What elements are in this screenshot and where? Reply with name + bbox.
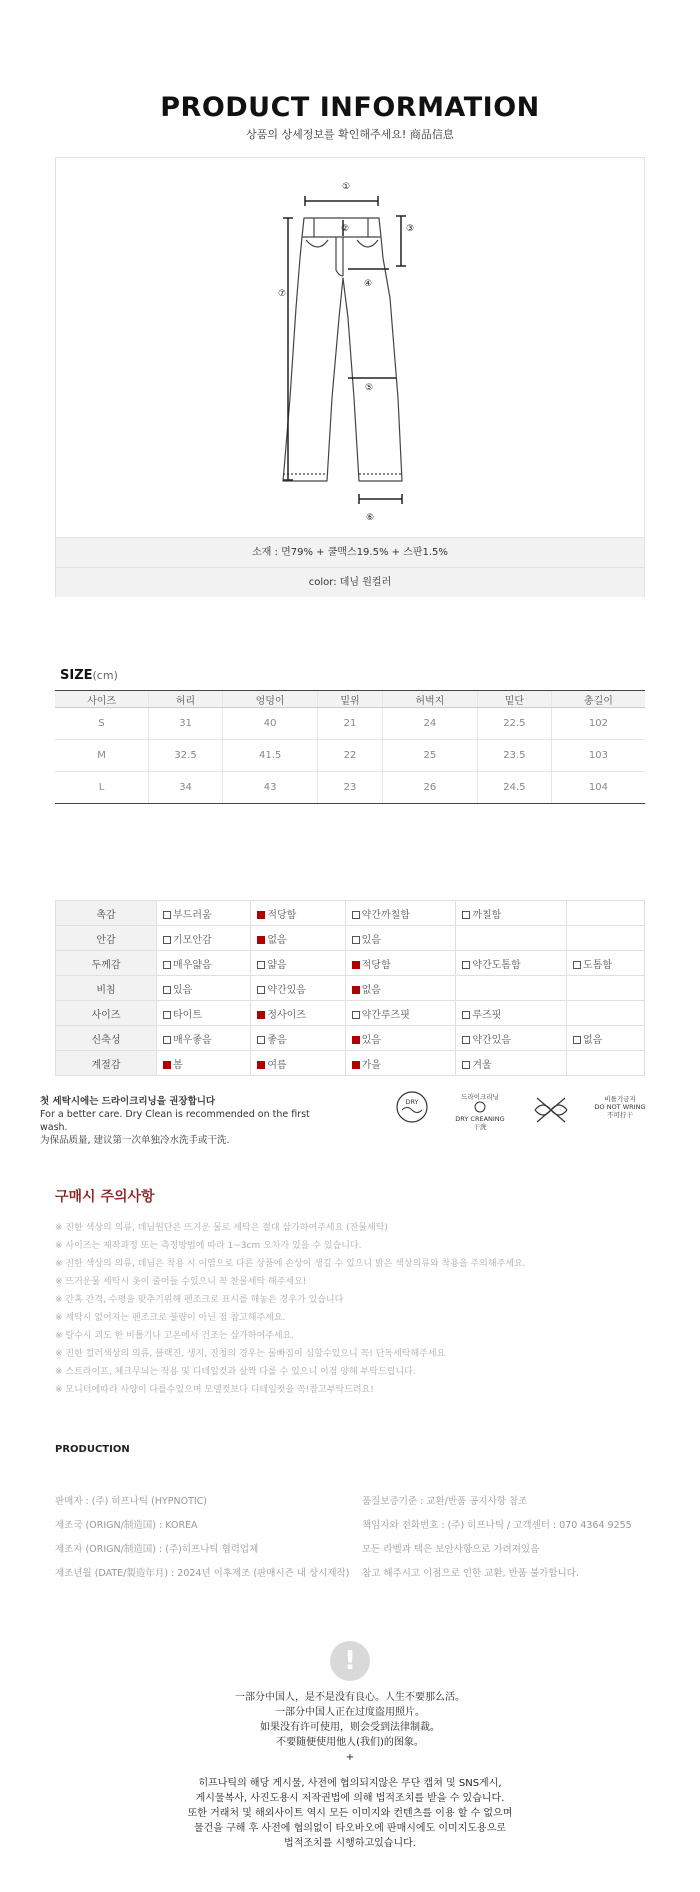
unchecked-box-icon	[257, 961, 265, 969]
caution-title: 구매시 주의사항	[55, 1189, 155, 1205]
size-cell: 34	[149, 772, 223, 804]
diagram-label-2: ②	[340, 224, 350, 234]
feature-option	[157, 901, 251, 926]
feature-row	[56, 1026, 645, 1051]
checked-box-icon	[352, 961, 360, 969]
diagram-label-1: ①	[341, 182, 351, 192]
feature-option	[567, 901, 645, 926]
feature-option	[157, 951, 251, 976]
production-info: 판매자 : (주) 히프나틱 (HYPNOTIC)	[55, 1496, 208, 1507]
feature-label: 두께감	[56, 951, 157, 976]
feature-option-label: 좋음	[267, 1034, 287, 1046]
jeans-measurement-diagram	[56, 158, 646, 538]
size-cell: 40	[223, 708, 318, 740]
feature-option	[567, 1001, 645, 1026]
feature-option-label: 없음	[267, 934, 287, 946]
feature-option-label: 루즈핏	[472, 1009, 502, 1021]
dry-cleaning-kr: 드라이크리닝	[461, 1093, 499, 1101]
notice-line: 一部分中国人正在过度盗用照片。	[275, 1707, 425, 1718]
feature-option	[251, 901, 345, 926]
dry-cleaning-cn: 干洗	[473, 1123, 487, 1131]
care-line-cn: 为保品质量, 建议第一次单独冷水洗手或干洗.	[40, 1135, 230, 1146]
feature-option	[157, 1001, 251, 1026]
unchecked-box-icon	[257, 1036, 265, 1044]
checked-box-icon	[352, 986, 360, 994]
production-info: 제조자 (ORIGN/制造国) : (주)히프나틱 협력업체	[55, 1544, 259, 1555]
feature-option	[456, 1051, 567, 1076]
feature-option-label: 있음	[173, 984, 193, 996]
page-subtitle: 상품의 상세정보를 확인해주세요! 商品信息	[246, 128, 454, 141]
feature-label: 계절감	[56, 1051, 157, 1076]
checked-box-icon	[257, 1061, 265, 1069]
notice-line: +	[345, 1752, 355, 1763]
feature-label: 비침	[56, 976, 157, 1001]
feature-option	[567, 976, 645, 1001]
checked-box-icon	[352, 1061, 360, 1069]
notice-line: 게시물복사, 사진도용시 저작권법에 의해 법적조치를 받을 수 있습니다.	[195, 1793, 505, 1804]
caution-item: ※ 간혹 간격, 수평을 맞추기위해 펜조크로 표시를 해놓은 경우가 있습니다	[55, 1295, 344, 1305]
care-line-kr: 첫 세탁시에는 드라이크리닝을 권장합니다	[40, 1096, 216, 1107]
size-cell: 31	[149, 708, 223, 740]
feature-row	[56, 1001, 645, 1026]
unchecked-box-icon	[163, 1011, 171, 1019]
diagram-label-4: ④	[363, 279, 373, 289]
caution-item: ※ 스트라이프, 체크무늬는 작용 및 디테일컷과 살짝 다를 수 있으니 이점 양해 부탁드립니다.	[55, 1367, 416, 1377]
production-info: 제조국 (ORIGN/制造国) : KOREA	[55, 1520, 198, 1531]
size-header: 밑위	[318, 691, 383, 708]
feature-option	[345, 951, 456, 976]
caution-item: ※ 뜨거운물 세탁시 옷이 줄어들 수있으니 꼭 찬물세탁 해주세요!	[55, 1277, 307, 1287]
size-row	[55, 708, 645, 740]
feature-option-label: 까칠함	[472, 909, 502, 921]
caution-item: ※ 탈수시 괴도 한 비틀기나 고온에서 건조는 삼가하여주세요.	[55, 1331, 295, 1341]
size-cell: 41.5	[223, 740, 318, 772]
feature-row	[56, 926, 645, 951]
page-title: PRODUCT INFORMATION	[160, 92, 540, 123]
feature-option	[251, 951, 345, 976]
production-info: 품질보증기준 : 교환/반품 공지사항 참조	[362, 1496, 528, 1507]
feature-option	[345, 1001, 456, 1026]
size-cell: 43	[223, 772, 318, 804]
feature-label: 사이즈	[56, 1001, 157, 1026]
production-right-column	[362, 1490, 672, 1586]
unchecked-box-icon	[352, 911, 360, 919]
caution-item: ※ 모니터에따라 사양이 다를수있으며 모델컷보다 디테일컷을 꼭!참고부탁드려요!	[55, 1385, 374, 1395]
unchecked-box-icon	[163, 911, 171, 919]
caution-item: ※ 진한 색상의 의류, 데님은 착용 시 이염으로 다른 상품에 손상이 생길 수 있으니 밝은 색상의류와 착용을 주의해주세요.	[55, 1259, 526, 1269]
feature-option	[157, 1051, 251, 1076]
copyright-notice-cn	[0, 1690, 700, 1765]
unchecked-box-icon	[462, 961, 470, 969]
feature-option-label: 기모안감	[173, 934, 212, 946]
feature-option	[251, 1001, 345, 1026]
caution-item: ※ 진한 색상의 의류, 데님원단은 뜨거운 물로 세탁은 절대 삼가하여주세요 (잔물세탁)	[55, 1223, 388, 1233]
svg-text:DRY: DRY	[405, 1098, 419, 1106]
production-info: 모든 라벨과 택은 보안사항으로 가려져있음	[362, 1544, 540, 1555]
feature-option-label: 매우얇음	[173, 959, 212, 971]
feature-option-label: 부드러움	[173, 909, 212, 921]
feature-option	[456, 1026, 567, 1051]
size-cell: 102	[551, 708, 645, 740]
notice-line: 不要随便使用他人(我们)的图象。	[276, 1737, 424, 1748]
feature-option-label: 얇음	[267, 959, 287, 971]
feature-option-label: 적당함	[267, 909, 297, 921]
feature-table	[55, 900, 645, 1076]
production-info: 제조년월 (DATE/製造年月) : 2024년 이후제조 (판매시즌 내 상시제작)	[55, 1568, 350, 1579]
feature-option	[345, 901, 456, 926]
care-line-en: For a better care. Dry Clean is recommended on the first wash.	[40, 1109, 310, 1133]
size-cell: 32.5	[149, 740, 223, 772]
feature-label: 신축성	[56, 1026, 157, 1051]
feature-option-label: 약간까칠함	[361, 909, 410, 921]
feature-option	[567, 951, 645, 976]
diagram-label-3: ③	[405, 224, 415, 234]
do-not-wring-en: DO NOT WRING	[594, 1103, 646, 1111]
feature-option	[345, 976, 456, 1001]
size-cell: 23	[318, 772, 383, 804]
diagram-label-6: ⑥	[365, 513, 375, 523]
feature-option-label: 타이트	[173, 1009, 202, 1021]
production-title: PRODUCTION	[55, 1444, 130, 1455]
feature-option	[251, 926, 345, 951]
unchecked-box-icon	[462, 1061, 470, 1069]
unchecked-box-icon	[462, 911, 470, 919]
feature-option	[251, 1026, 345, 1051]
size-cell: 103	[551, 740, 645, 772]
feature-option-label: 없음	[583, 1034, 603, 1046]
size-cell: 104	[551, 772, 645, 804]
notice-line: 법적조치를 시행하고있습니다.	[284, 1838, 416, 1849]
unchecked-box-icon	[257, 986, 265, 994]
diagram-label-5: ⑤	[364, 383, 374, 393]
unchecked-box-icon	[573, 961, 581, 969]
feature-option-label: 도톰함	[583, 959, 613, 971]
unchecked-box-icon	[462, 1011, 470, 1019]
unchecked-box-icon	[462, 1036, 470, 1044]
size-cell: M	[55, 740, 149, 772]
feature-option-label: 봄	[173, 1059, 183, 1071]
feature-option-label: 가을	[361, 1059, 381, 1071]
size-cell: 23.5	[477, 740, 551, 772]
size-section-title: SIZE(cm)	[60, 668, 118, 683]
copyright-notice-kr	[0, 1776, 700, 1851]
production-left-column	[55, 1490, 365, 1586]
feature-option	[157, 1026, 251, 1051]
do-not-wring-kr: 비틀기금지	[604, 1095, 636, 1103]
checked-box-icon	[257, 936, 265, 944]
feature-option	[456, 976, 567, 1001]
size-cell: 22.5	[477, 708, 551, 740]
feature-option	[456, 1001, 567, 1026]
size-header: 허리	[149, 691, 223, 708]
feature-row	[56, 901, 645, 926]
feature-row	[56, 951, 645, 976]
dry-cleaning-icon	[452, 1093, 508, 1131]
dry-icon	[392, 1090, 432, 1126]
unchecked-box-icon	[163, 986, 171, 994]
feature-option	[567, 1026, 645, 1051]
feature-option	[567, 1051, 645, 1076]
feature-option-label: 있음	[361, 1034, 381, 1046]
no-wring-icon	[528, 1095, 574, 1127]
color-info: color: 데님 원컬러	[56, 567, 644, 597]
feature-option-label: 없음	[361, 984, 381, 996]
checked-box-icon	[257, 1011, 265, 1019]
dry-cleaning-en: DRY CREANING	[455, 1115, 505, 1123]
caution-list	[55, 1219, 615, 1399]
material-info: 소재 : 면79% + 쿨맥스19.5% + 스판1.5%	[56, 537, 644, 567]
feature-option	[345, 1026, 456, 1051]
size-table	[55, 690, 645, 804]
warning-icon: !	[330, 1641, 370, 1681]
feature-option-label: 약간있음	[472, 1034, 511, 1046]
feature-option-label: 겨울	[472, 1059, 492, 1071]
size-cell: S	[55, 708, 149, 740]
feature-option	[456, 951, 567, 976]
unchecked-box-icon	[352, 1011, 360, 1019]
feature-option-label: 있음	[361, 934, 381, 946]
feature-option-label: 매우좋음	[173, 1034, 212, 1046]
feature-option-label: 적당함	[361, 959, 391, 971]
feature-option	[456, 926, 567, 951]
unchecked-box-icon	[573, 1036, 581, 1044]
feature-option	[456, 901, 567, 926]
size-header: 총길이	[551, 691, 645, 708]
caution-item: ※ 세탁시 없어지는 펜조크로 불량이 아닌 점 참고해주세요.	[55, 1313, 286, 1323]
checked-box-icon	[257, 911, 265, 919]
size-cell: 21	[318, 708, 383, 740]
feature-option	[157, 926, 251, 951]
size-cell: 24.5	[477, 772, 551, 804]
product-info-box	[55, 157, 645, 597]
size-header: 엉덩이	[223, 691, 318, 708]
unchecked-box-icon	[163, 961, 171, 969]
diagram-label-7: ⑦	[277, 289, 287, 299]
feature-row	[56, 1051, 645, 1076]
caution-item: ※ 사이즈는 제작과정 또는 측정방법에 따라 1~3cm 오차가 있을 수 있습니다.	[55, 1241, 362, 1251]
notice-line: 히프나틱의 해당 게시물, 사전에 협의되지않은 무단 캡쳐 및 SNS게시,	[198, 1778, 502, 1789]
size-row	[55, 772, 645, 804]
size-cell: 22	[318, 740, 383, 772]
size-cell: 26	[382, 772, 477, 804]
size-row	[55, 740, 645, 772]
feature-row	[56, 976, 645, 1001]
feature-option-label: 약간있음	[267, 984, 306, 996]
size-cell: 25	[382, 740, 477, 772]
caution-item: ※ 진한 컬러색상의 의류, 블랙진, 생지, 진청의 경우는 물빠짐이 심할수있으니 꼭! 단독세탁해주세요	[55, 1349, 446, 1359]
feature-label: 안감	[56, 926, 157, 951]
do-not-wring-icon	[592, 1095, 648, 1119]
do-not-wring-cn: 不可拧干	[607, 1111, 633, 1119]
feature-label: 촉감	[56, 901, 157, 926]
notice-line: 如果没有许可使用，则会受到法律制裁。	[260, 1722, 440, 1733]
feature-option	[157, 976, 251, 1001]
feature-option-label: 약간루즈핏	[361, 1009, 410, 1021]
size-header: 허벅지	[382, 691, 477, 708]
size-cell: L	[55, 772, 149, 804]
feature-option	[567, 926, 645, 951]
care-instructions	[40, 1095, 340, 1147]
unchecked-box-icon	[163, 1036, 171, 1044]
feature-option	[251, 976, 345, 1001]
size-header: 사이즈	[55, 691, 149, 708]
notice-line: 一部分中国人，是不是没有良心。人生不要那么活。	[235, 1692, 465, 1703]
feature-option-label: 여름	[267, 1059, 287, 1071]
feature-option-label: 약간도톰함	[472, 959, 521, 971]
feature-option	[251, 1051, 345, 1076]
checked-box-icon	[163, 1061, 171, 1069]
feature-option	[345, 926, 456, 951]
size-cell: 24	[382, 708, 477, 740]
unchecked-box-icon	[352, 936, 360, 944]
feature-option-label: 정사이즈	[267, 1009, 306, 1021]
size-header: 밑단	[477, 691, 551, 708]
production-info: 참고 해주시고 이점으로 인한 교환, 반품 불가합니다.	[362, 1568, 579, 1579]
feature-option	[345, 1051, 456, 1076]
production-info: 책임자와 전화번호 : (주) 히프나틱 / 고객센터 : 070 4364 9255	[362, 1520, 632, 1531]
notice-line: 또한 거래처 및 해외사이트 역시 모든 이미지와 컨텐츠를 이용 할 수 없으며	[187, 1808, 513, 1819]
checked-box-icon	[352, 1036, 360, 1044]
unchecked-box-icon	[163, 936, 171, 944]
notice-line: 물건을 구해 후 사전에 협의없이 타오바오에 판매시에도 이미지도용으로	[193, 1823, 507, 1834]
